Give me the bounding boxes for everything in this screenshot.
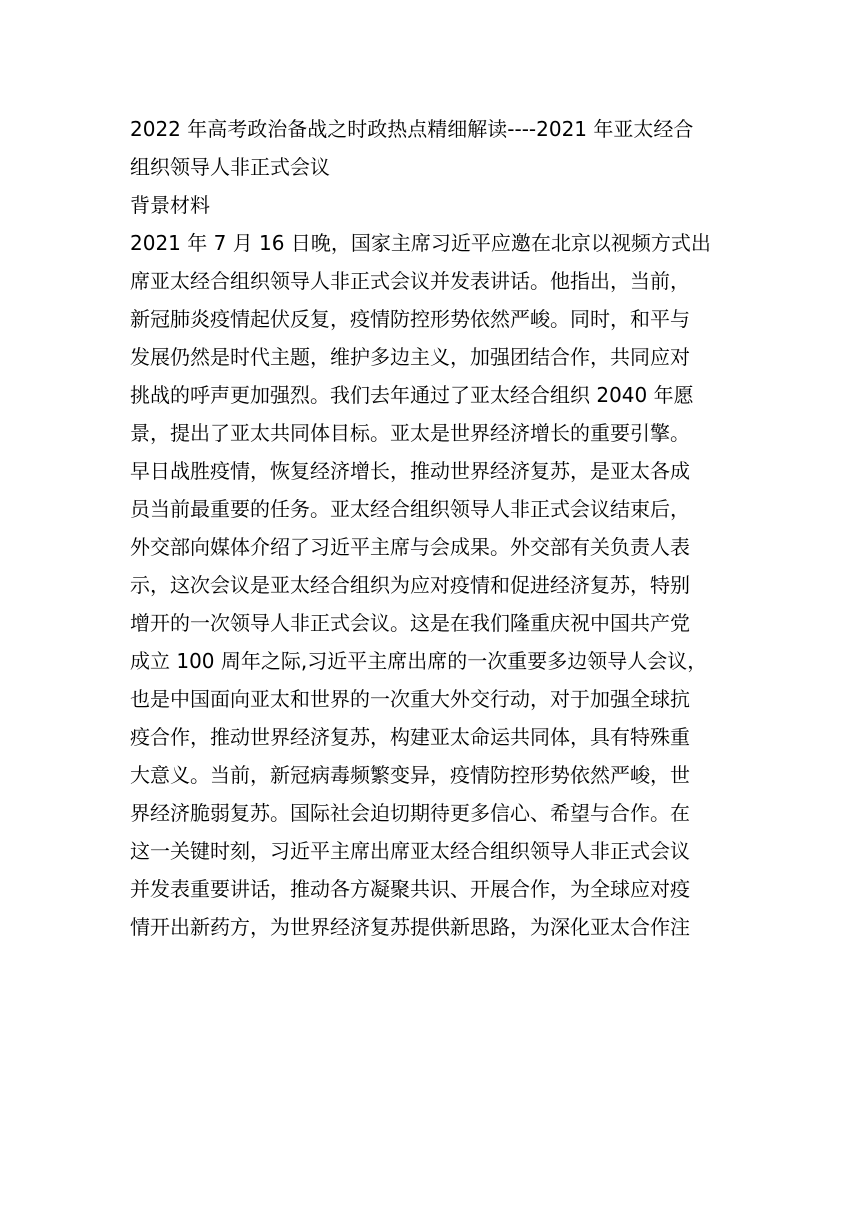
body-line: 也是中国面向亚太和世界的一次重大外交行动，对于加强全球抗 [130, 687, 690, 711]
body-line: 发展仍然是时代主题，维护多边主义，加强团结合作，共同应对 [130, 345, 690, 369]
title-line-2: 组织领导人非正式会议 [130, 155, 330, 179]
body-line: 示，这次会议是亚太经合组织为应对疫情和促进经济复苏，特别 [130, 573, 690, 597]
body-line: 成立 100 周年之际,习近平主席出席的一次重要多边领导人会议， [130, 649, 708, 673]
body-line: 景，提出了亚太共同体目标。亚太是世界经济增长的重要引擎。 [130, 421, 690, 445]
body-line: 2021 年 7 月 16 日晚，国家主席习近平应邀在北京以视频方式出 [130, 231, 711, 255]
title-line-1: 2022 年高考政治备战之时政热点精细解读----2021 年亚太经合 [130, 117, 694, 141]
body-line: 增开的一次领导人非正式会议。这是在我们隆重庆祝中国共产党 [130, 611, 690, 635]
body-line: 挑战的呼声更加强烈。我们去年通过了亚太经合组织 2040 年愿 [130, 383, 694, 407]
body-line: 外交部向媒体介绍了习近平主席与会成果。外交部有关负责人表 [130, 535, 690, 559]
body-line: 并发表重要讲话，推动各方凝聚共识、开展合作，为全球应对疫 [130, 877, 690, 901]
body-line: 员当前最重要的任务。亚太经合组织领导人非正式会议结束后， [130, 497, 690, 521]
body-line: 情开出新药方，为世界经济复苏提供新思路，为深化亚太合作注 [130, 915, 690, 939]
body-line: 席亚太经合组织领导人非正式会议并发表讲话。他指出，当前， [130, 269, 690, 293]
section-heading: 背景材料 [130, 193, 210, 217]
body-line: 大意义。当前，新冠病毒频繁变异，疫情防控形势依然严峻，世 [130, 763, 690, 787]
body-line: 这一关键时刻，习近平主席出席亚太经合组织领导人非正式会议 [130, 839, 690, 863]
body-line: 早日战胜疫情，恢复经济增长，推动世界经济复苏，是亚太各成 [130, 459, 690, 483]
body-line: 界经济脆弱复苏。国际社会迫切期待更多信心、希望与合作。在 [130, 801, 690, 825]
body-line: 疫合作，推动世界经济复苏，构建亚太命运共同体，具有特殊重 [130, 725, 690, 749]
document-text-block [130, 110, 735, 946]
body-line: 新冠肺炎疫情起伏反复，疫情防控形势依然严峻。同时，和平与 [130, 307, 690, 331]
